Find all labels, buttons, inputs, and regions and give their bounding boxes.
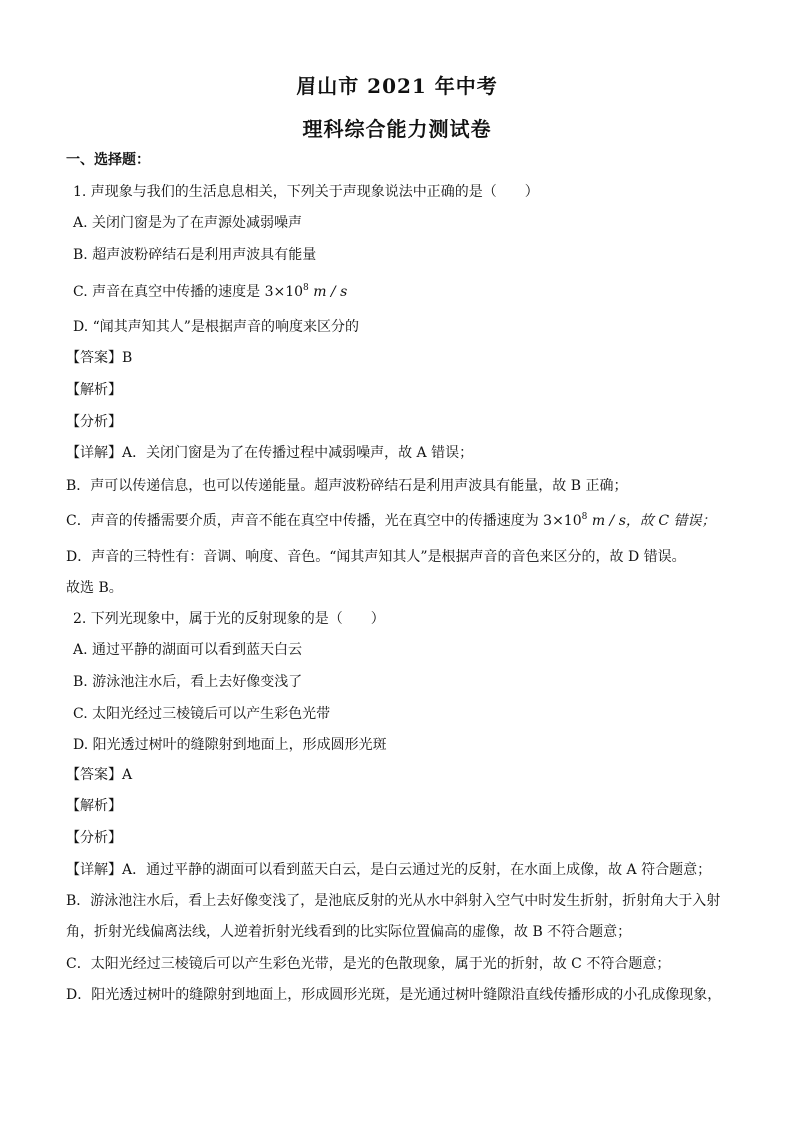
q1-fenxi-label: 【分析】 (66, 414, 122, 430)
q1-option-b: B. 超声波粉碎结石是利用声波具有能量 (73, 247, 317, 263)
q2-option-a: A. 通过平静的湖面可以看到蓝天白云 (73, 642, 303, 658)
q1-detail-d: D．声音的三特性有：音调、响度、音色。“闻其声知其人”是根据声音的音色来区分的，故 D 错误。 (66, 549, 686, 565)
q1-detail-c (66, 511, 716, 531)
q1-option-d: D. “闻其声知其人”是根据声音的响度来区分的 (73, 319, 359, 335)
section-heading: 一、选择题： (66, 152, 150, 168)
q1-detail-c-suffix: m / s，故 C 错误； (591, 513, 716, 529)
q1-stem: 1. 声现象与我们的生活息息相关，下列关于声现象说法中正确的是（ ） (73, 184, 539, 200)
q2-option-b: B. 游泳池注水后，看上去好像变浅了 (73, 674, 303, 690)
q2-stem: 2. 下列光现象中，属于光的反射现象的是（ ） (73, 611, 385, 627)
page-subtitle: 理科综合能力测试卷 (302, 117, 492, 141)
q2-detail-b-line2: 角，折射光线偏离法线，人逆着折射光线看到的比实际位置偏高的虚像，故 B 不符合题意； (66, 924, 632, 940)
q1-detail-b: B．声可以传递信息，也可以传递能量。超声波粉碎结石是利用声波具有能量，故 B 正确； (66, 478, 628, 494)
q2-detail-b-line1: B．游泳池注水后，看上去好像变浅了，是池底反射的光从水中斜射入空气中时发生折射，折射角大于入射 (66, 893, 721, 909)
q2-fenxi-label: 【分析】 (66, 830, 122, 846)
q1-detail-c-text: C．声音的传播需要介质，声音不能在真空中传播，光在真空中的传播速度为 3×10 (66, 513, 582, 529)
q2-option-d: D. 阳光透过树叶的缝隙射到地面上，形成圆形光斑 (73, 737, 387, 753)
q1-conclusion: 故选 B。 (66, 580, 123, 596)
q2-answer: 【答案】A (66, 767, 133, 783)
q1-option-c-exponent: 8 (303, 283, 309, 293)
page-title: 眉山市 2021 年中考 (296, 74, 498, 98)
q1-detail-a: 【详解】A．关闭门窗是为了在传播过程中减弱噪声，故 A 错误； (66, 445, 474, 461)
q2-option-c: C. 太阳光经过三棱镜后可以产生彩色光带 (73, 706, 331, 722)
q2-detail-a: 【详解】A．通过平静的湖面可以看到蓝天白云，是白云通过光的反射，在水面上成像，故 A 符合题意； (66, 862, 712, 878)
q1-analysis-label: 【解析】 (66, 382, 122, 398)
q1-answer: 【答案】B (66, 350, 133, 366)
q1-option-c-text: C. 声音在真空中传播的速度是 3×10 (73, 284, 304, 300)
q1-option-c (73, 282, 347, 302)
q1-detail-c-exponent: 8 (581, 512, 588, 522)
q1-option-c-unit: m / s (313, 284, 348, 300)
q1-option-a: A. 关闭门窗是为了在声源处减弱噪声 (73, 215, 303, 231)
q2-detail-d: D．阳光透过树叶的缝隙射到地面上，形成圆形光斑，是光通过树叶缝隙沿直线传播形成的小孔成像现象， (66, 987, 722, 1003)
q2-analysis-label: 【解析】 (66, 798, 122, 814)
q2-detail-c: C．太阳光经过三棱镜后可以产生彩色光带，是光的色散现象，属于光的折射，故 C 不符合题意； (66, 956, 671, 972)
